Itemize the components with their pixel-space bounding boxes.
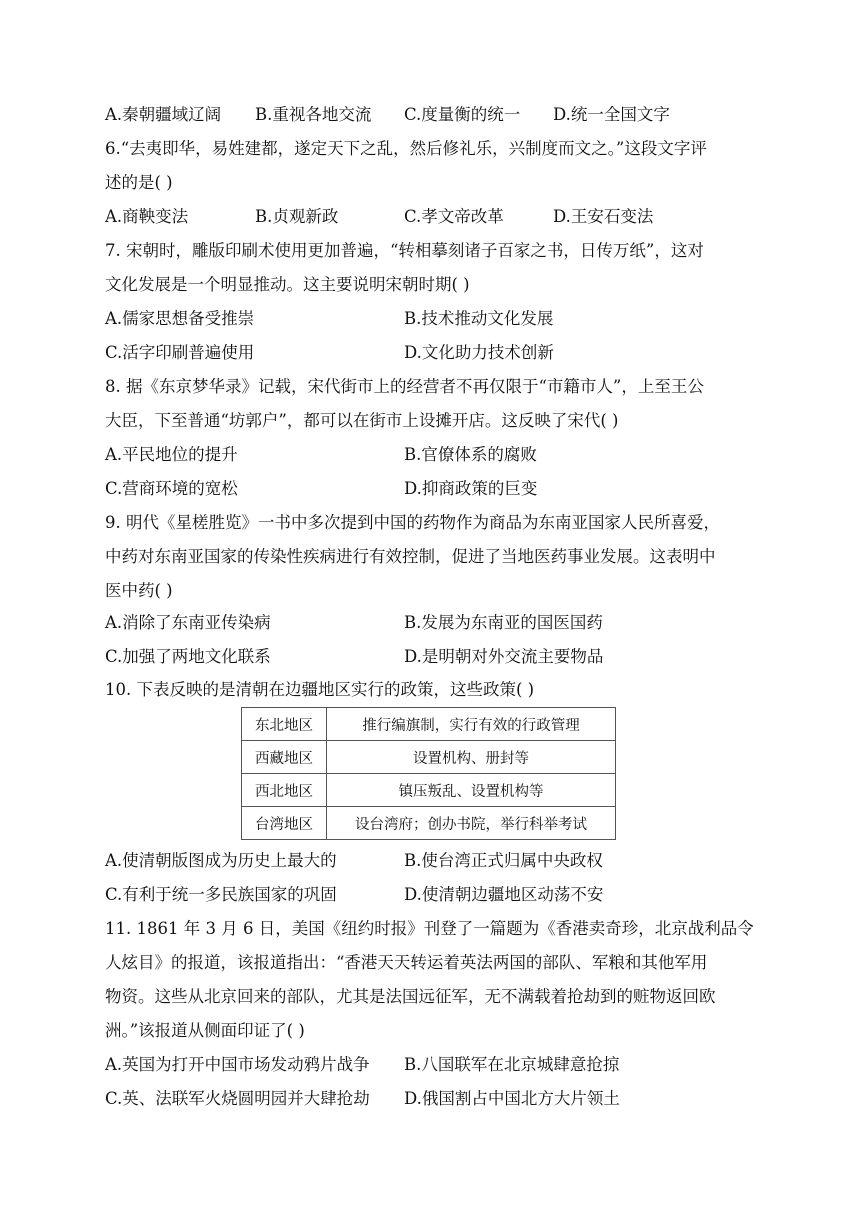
q5-option-a[interactable]: A.秦朝疆域辽阔 [105, 105, 222, 124]
q7-stem-line-1: 7. 宋朝时，雕版印刷术使用更加普遍，“转相摹刻诸子百家之书，日传万纸”，这对 [105, 241, 704, 260]
q6-option-d[interactable]: D.王安石变法 [553, 207, 654, 226]
q7-option-b[interactable]: B.技术推动文化发展 [404, 309, 554, 328]
table-cell-policy: 设台湾府；创办书院，举行科举考试 [327, 807, 616, 840]
q8-stem-line-2: 大臣，下至普通“坊郭户”，都可以在街市上设摊开店。这反映了宋代( ) [105, 411, 619, 430]
q11-stem-line-4: 洲。”该报道从侧面印证了( ) [105, 1021, 305, 1040]
table-cell-region: 西北地区 [242, 774, 327, 807]
table-cell-region: 东北地区 [242, 708, 327, 741]
q7-option-c[interactable]: C.活字印刷普遍使用 [105, 343, 255, 362]
q8-option-a[interactable]: A.平民地位的提升 [105, 445, 238, 464]
q6-option-b[interactable]: B.贞观新政 [255, 207, 339, 226]
q5-option-b[interactable]: B.重视各地交流 [255, 105, 372, 124]
table-row [242, 807, 616, 840]
q11-stem-line-1: 11. 1861 年 3 月 6 日，美国《纽约时报》刊登了一篇题为《香港卖奇珍，北京战利品令 [105, 919, 754, 938]
table-cell-policy: 镇压叛乱、设置机构等 [327, 774, 616, 807]
q9-stem-line-3: 医中药( ) [105, 581, 173, 600]
q11-stem-line-2: 人炫目》的报道，该报道指出：“香港天天转运着英法两国的部队、军粮和其他军用 [105, 953, 708, 972]
q6-option-c[interactable]: C.孝文帝改革 [404, 207, 504, 226]
table-cell-region: 西藏地区 [242, 741, 327, 774]
q5-option-d[interactable]: D.统一全国文字 [553, 105, 670, 124]
q8-option-d[interactable]: D.抑商政策的巨变 [404, 479, 538, 498]
q11-option-d[interactable]: D.俄国割占中国北方大片领土 [404, 1089, 620, 1108]
q9-option-a[interactable]: A.消除了东南亚传染病 [105, 613, 271, 632]
q9-stem-line-1: 9. 明代《星槎胜览》一书中多次提到中国的药物作为商品为东南亚国家人民所喜爱， [105, 513, 720, 532]
qing-border-policy-table [241, 707, 616, 840]
q11-option-c[interactable]: C.英、法联军火烧圆明园并大肆抢劫 [105, 1089, 370, 1108]
q9-option-d[interactable]: D.是明朝对外交流主要物品 [404, 647, 604, 666]
q6-option-a[interactable]: A.商鞅变法 [105, 207, 189, 226]
q6-stem-line-2: 述的是( ) [105, 173, 173, 192]
q8-option-c[interactable]: C.营商环境的宽松 [105, 479, 238, 498]
table-row [242, 708, 616, 741]
table-row [242, 774, 616, 807]
q11-stem-line-3: 物资。这些从北京回来的部队，尤其是法国远征军，无不满载着抢劫到的赃物返回欧 [105, 987, 716, 1006]
table-cell-region: 台湾地区 [242, 807, 327, 840]
table-cell-policy: 设置机构、册封等 [327, 741, 616, 774]
q7-option-d[interactable]: D.文化助力技术创新 [404, 343, 554, 362]
q10-option-b[interactable]: B.使台湾正式归属中央政权 [404, 851, 603, 870]
q10-option-c[interactable]: C.有利于统一多民族国家的巩固 [105, 885, 337, 904]
q11-option-b[interactable]: B.八国联军在北京城肆意抢掠 [404, 1055, 620, 1074]
table-cell-policy: 推行编旗制，实行有效的行政管理 [327, 708, 616, 741]
q9-option-c[interactable]: C.加强了两地文化联系 [105, 647, 271, 666]
q10-option-a[interactable]: A.使清朝版图成为历史上最大的 [105, 851, 337, 870]
q9-stem-line-2: 中药对东南亚国家的传染性疾病进行有效控制，促进了当地医药事业发展。这表明中 [105, 547, 716, 566]
q7-stem-line-2: 文化发展是一个明显推动。这主要说明宋朝时期( ) [105, 275, 470, 294]
q6-stem-line-1: 6.“去夷即华，易姓建都，遂定天下之乱，然后修礼乐，兴制度而文之。”这段文字评 [105, 139, 707, 158]
q10-stem-line-1: 10. 下表反映的是清朝在边疆地区实行的政策，这些政策( ) [105, 680, 535, 699]
q10-option-d[interactable]: D.使清朝边疆地区动荡不安 [404, 885, 604, 904]
q8-option-b[interactable]: B.官僚体系的腐败 [404, 445, 537, 464]
q9-option-b[interactable]: B.发展为东南亚的国医国药 [404, 613, 603, 632]
q8-stem-line-1: 8. 据《东京梦华录》记载，宋代街市上的经营者不再仅限于“市籍市人”，上至王公 [105, 377, 704, 396]
q5-option-c[interactable]: C.度量衡的统一 [404, 105, 521, 124]
q11-option-a[interactable]: A.英国为打开中国市场发动鸦片战争 [105, 1055, 370, 1074]
table-row [242, 741, 616, 774]
q7-option-a[interactable]: A.儒家思想备受推崇 [105, 309, 255, 328]
